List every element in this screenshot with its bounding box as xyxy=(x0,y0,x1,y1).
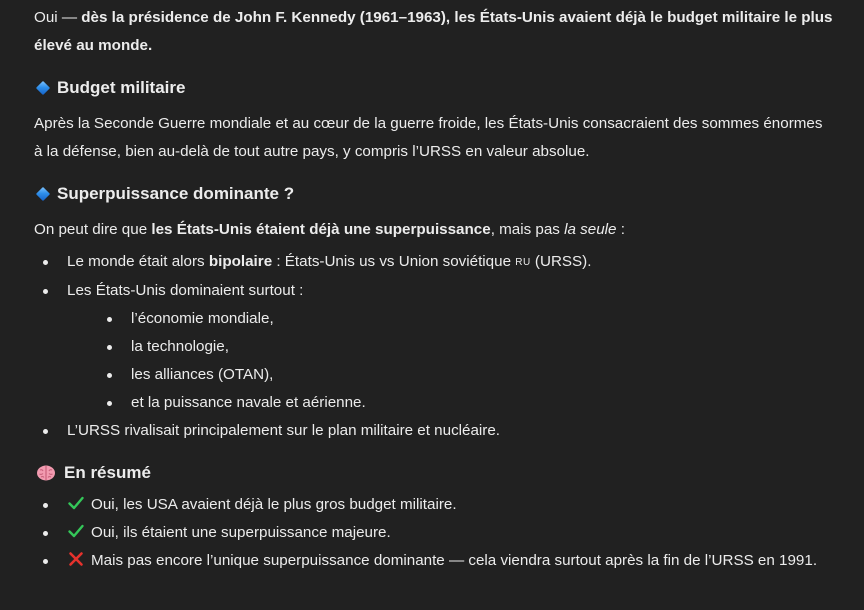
list-item: Oui, ils étaient une superpuissance majeure. xyxy=(34,519,834,547)
brain-icon xyxy=(36,463,56,483)
intro-paragraph: Oui — dès la présidence de John F. Kennedy (1961–1963), les États-Unis avaient déjà le budget militaire le plus élevé au monde. xyxy=(34,9,833,54)
section-resume xyxy=(34,459,834,575)
superpuissance-list xyxy=(34,248,834,445)
section-budget xyxy=(34,74,834,166)
list-item: Oui, les USA avaient déjà le plus gros budget militaire. xyxy=(34,491,834,519)
sub-list-item: et la puissance navale et aérienne. xyxy=(98,389,834,417)
section-superpuissance xyxy=(34,180,834,445)
budget-text: Après la Seconde Guerre mondiale et au cœur de la guerre froide, les États-Unis consacraient des sommes énormes à la défense, bien au-delà de tout autre pays, y compris l’URSS en valeur absolue. xyxy=(34,115,823,160)
list-item: Mais pas encore l’unique superpuissance dominante — cela viendra surtout après la fin de l’URSS en 1991. xyxy=(34,547,834,575)
ru-flag-icon: RU xyxy=(515,257,531,268)
diamond-icon xyxy=(36,81,50,95)
check-icon xyxy=(67,522,85,540)
resume-heading: En résumé xyxy=(34,459,834,487)
chat-message xyxy=(34,4,834,575)
intro-bold: dès la présidence de John F. Kennedy (1961–1963), les États-Unis avaient déjà le budget militaire le plus élevé au monde. xyxy=(34,9,833,54)
sub-list-item: l’économie mondiale, xyxy=(98,305,834,333)
sub-list-item: la technologie, xyxy=(98,333,834,361)
list-item: Le monde était alors bipolaire : États-Unis us vs Union soviétique RU (URSS). xyxy=(34,248,834,277)
cross-icon xyxy=(67,550,85,568)
resume-list xyxy=(34,491,834,575)
list-item: L’URSS rivalisait principalement sur le plan militaire et nucléaire. xyxy=(34,417,834,445)
budget-heading: Budget militaire xyxy=(34,74,834,102)
sub-list xyxy=(98,305,834,417)
superpuissance-intro: On peut dire que les États-Unis étaient déjà une superpuissance, mais pas la seule : xyxy=(34,221,625,238)
list-item: Les États-Unis dominaient surtout : l’économie mondiale, la technologie, les alliances (OTAN), et la puissance navale et aérienne. xyxy=(34,277,834,417)
sub-list-item: les alliances (OTAN), xyxy=(98,361,834,389)
check-icon xyxy=(67,494,85,512)
diamond-icon xyxy=(36,187,50,201)
superpuissance-heading: Superpuissance dominante ? xyxy=(34,180,834,208)
